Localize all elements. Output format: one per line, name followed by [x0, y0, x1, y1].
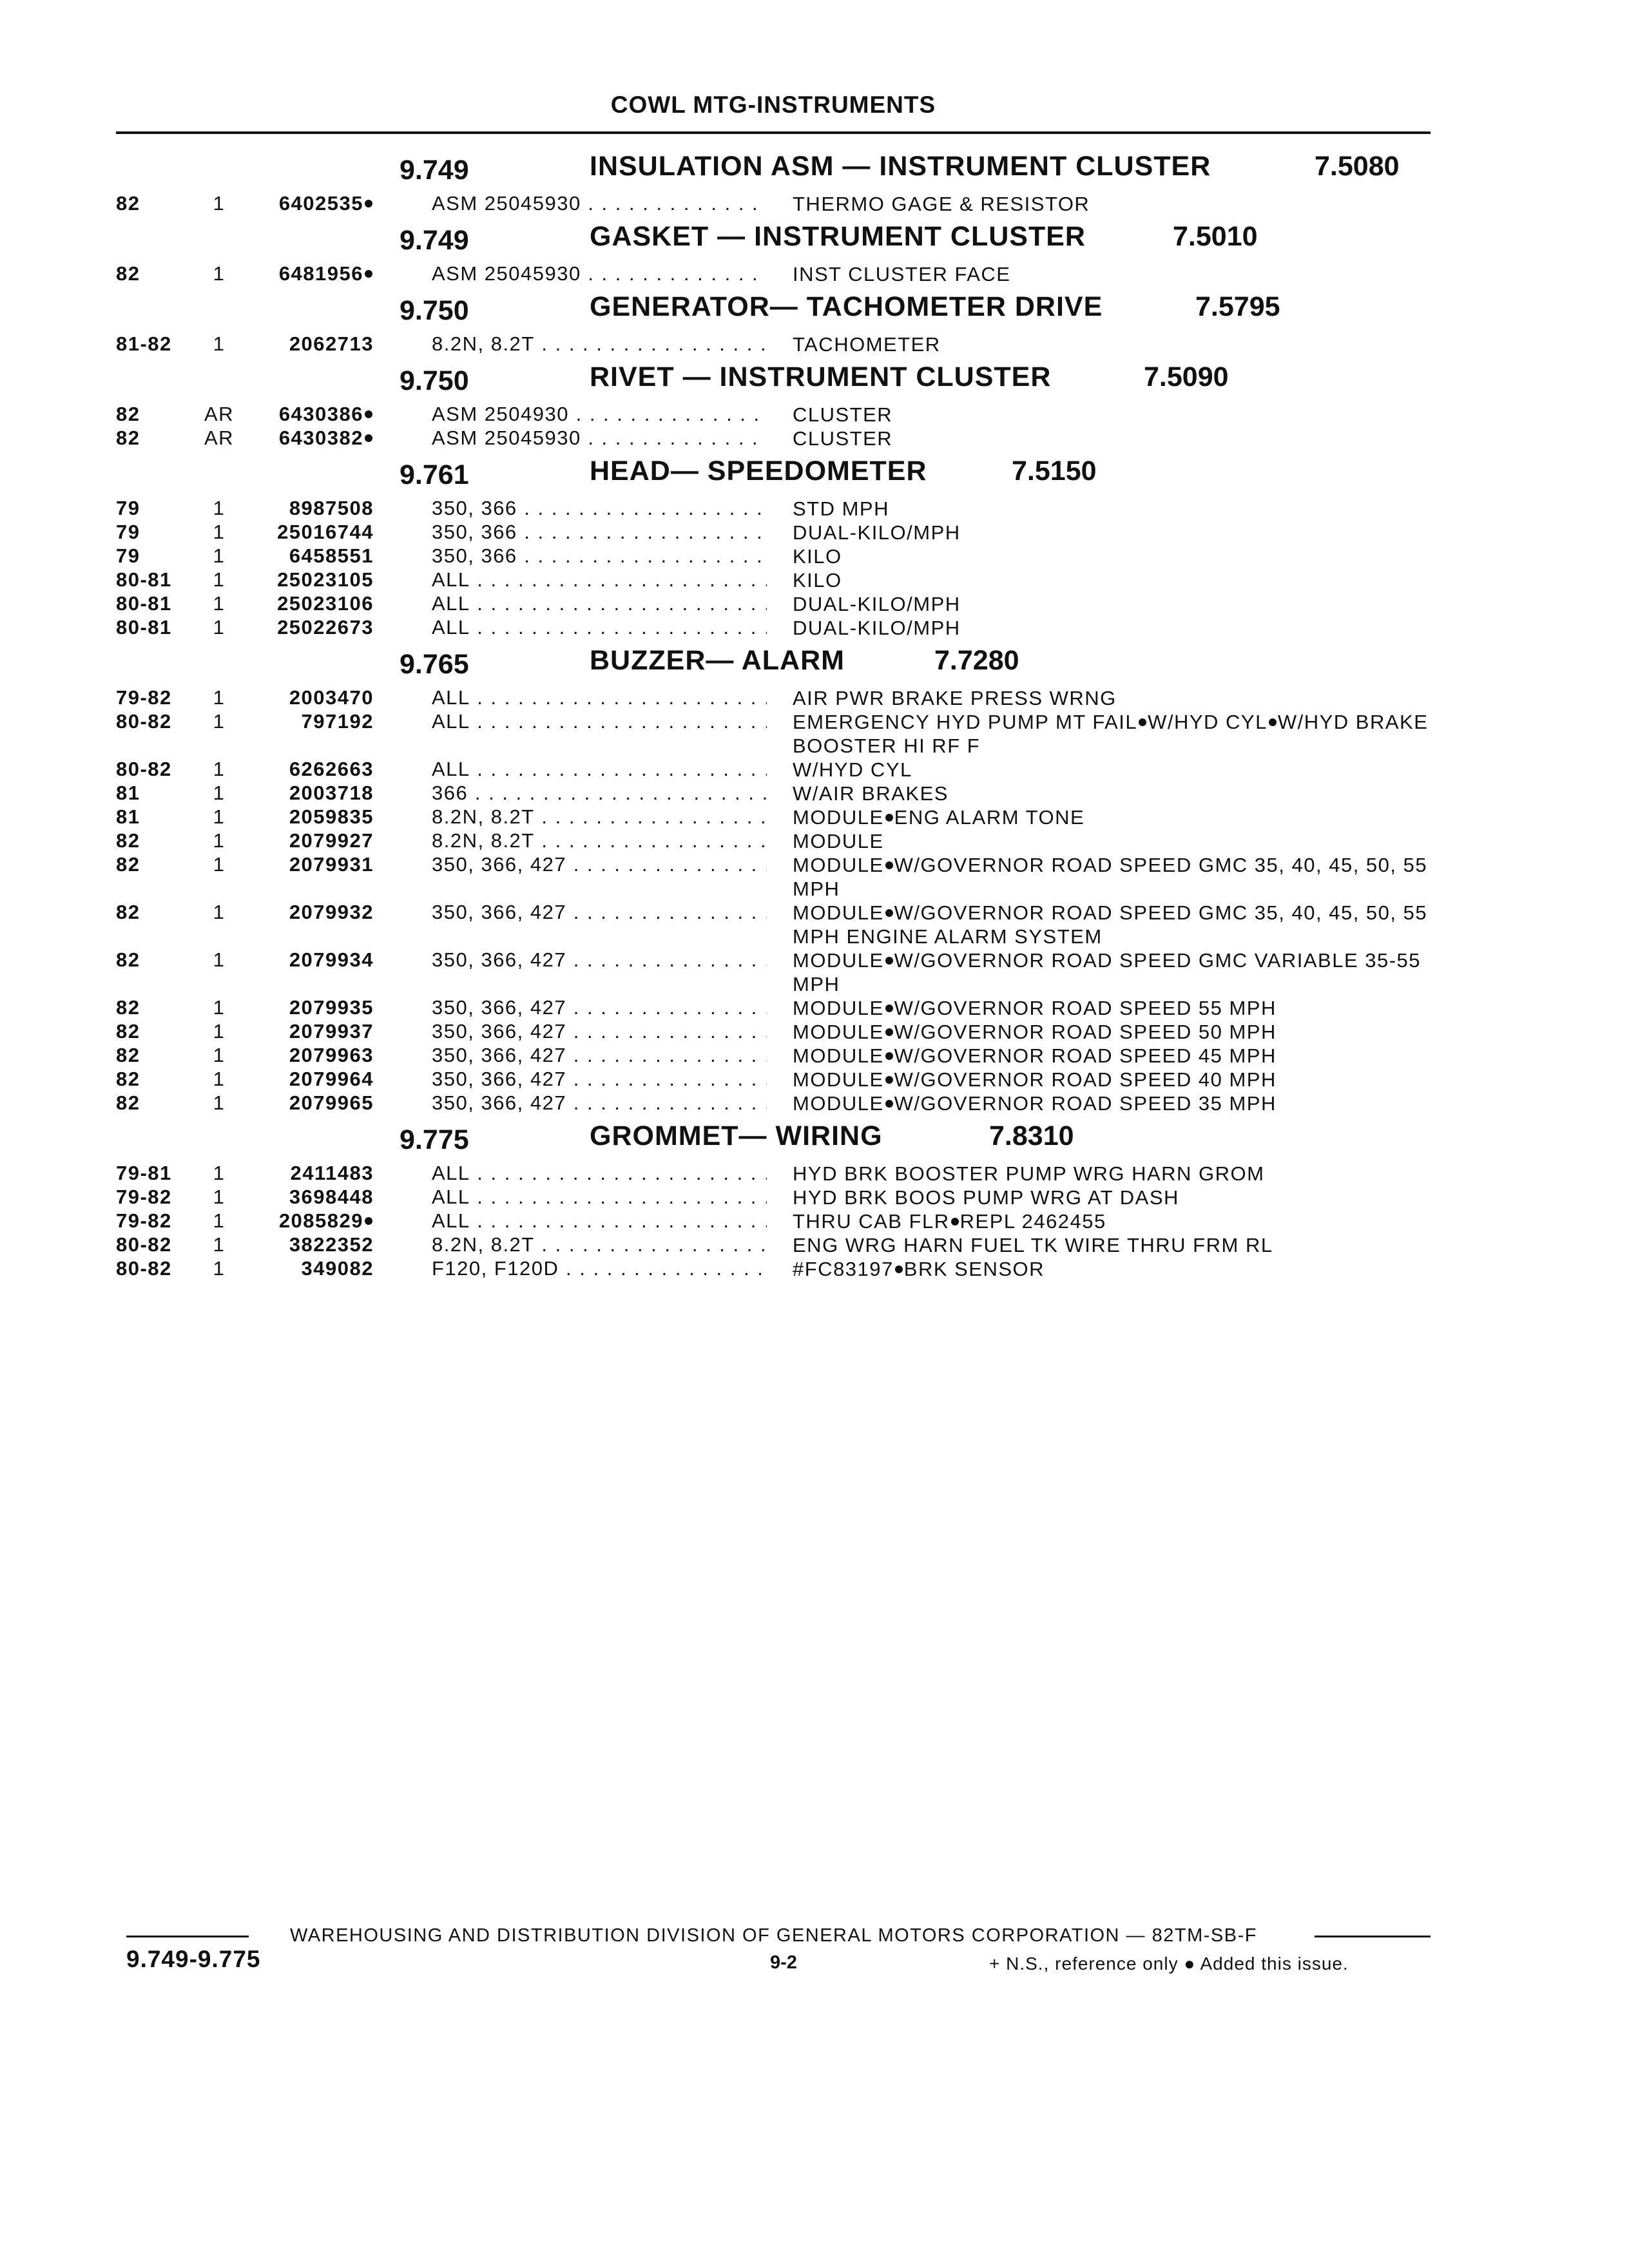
model-applicability: 350, 366, 427 . . . [432, 1020, 767, 1043]
part-description: STD MPH [793, 497, 889, 520]
section-reference: 7.8310 [989, 1120, 1074, 1151]
part-description: CLUSTER [793, 403, 893, 426]
bullet-icon [895, 1265, 903, 1273]
model-applicability: ALL . . . [432, 1186, 767, 1209]
quantity: 1 [213, 592, 226, 615]
model-year: 82 [116, 262, 140, 285]
footer-rule-right [1315, 1936, 1431, 1937]
model-year: 82 [116, 1044, 140, 1066]
table-row [0, 1068, 1629, 1091]
quantity: 1 [213, 1091, 226, 1114]
part-number: 25023105 [277, 568, 374, 591]
quantity: 1 [213, 568, 226, 591]
part-description: DUAL-KILO/MPH [793, 617, 961, 639]
part-number: 2059835 [289, 805, 374, 828]
model-year: 81 [116, 805, 140, 828]
section-reference: 7.5080 [1315, 151, 1400, 182]
part-description: HYD BRK BOOS PUMP WRG AT DASH [793, 1186, 1179, 1209]
part-number: 25023106 [277, 592, 374, 615]
footer-legend: + N.S., reference only ● Added this issue. [989, 1954, 1349, 1974]
model-year: 80-81 [116, 616, 172, 639]
table-row [0, 1091, 1629, 1115]
model-year: 82 [116, 1091, 140, 1114]
part-description: MODULE W/GOVERNOR ROAD SPEED 35 MPH [793, 1092, 1277, 1115]
model-year: 82 [116, 192, 140, 215]
model-year: 79 [116, 521, 140, 543]
part-description: EMERGENCY HYD PUMP MT FAIL W/HYD CYL W/HYD BRAKE BOOSTER HI RF F [793, 711, 1429, 757]
section-reference: 7.7280 [934, 645, 1019, 676]
part-description: MODULE [793, 830, 884, 852]
model-applicability: ALL . . . [432, 1209, 767, 1233]
table-row [0, 782, 1629, 805]
model-year: 81 [116, 782, 140, 804]
footer-page-number: 9-2 [770, 1952, 797, 1973]
added-bullet-icon [365, 270, 372, 278]
section-heading [0, 221, 1629, 262]
part-description: MODULE W/GOVERNOR ROAD SPEED GMC 35, 40, 45, 50, 55 MPH ENGINE ALARM SYSTEM [793, 901, 1428, 948]
model-applicability: 366 . . . [432, 782, 767, 805]
model-year: 82 [116, 901, 140, 923]
section-title: GROMMET— WIRING [590, 1120, 883, 1151]
section-code: 9.749 [400, 225, 469, 256]
part-number: 797192 [301, 710, 374, 733]
table-row [0, 948, 1629, 996]
quantity: 1 [213, 1186, 226, 1208]
model-applicability: 350, 366 . . . [432, 544, 767, 568]
section-heading [0, 645, 1629, 686]
bullet-icon [885, 1076, 893, 1084]
bullet-icon [885, 1100, 893, 1108]
model-applicability: 350, 366, 427 . . . [432, 948, 767, 972]
part-description: #FC83197 BRK SENSOR [793, 1258, 1045, 1280]
model-applicability: 8.2N, 8.2T . . . [432, 332, 767, 356]
part-number: 25022673 [277, 616, 374, 639]
part-number: 2085829 [245, 1209, 374, 1233]
model-year: 79-81 [116, 1162, 172, 1184]
table-row [0, 1044, 1629, 1068]
part-description: ENG WRG HARN FUEL TK WIRE THRU FRM RL [793, 1234, 1273, 1256]
section-heading [0, 291, 1629, 332]
model-year: 79-82 [116, 1209, 172, 1232]
quantity: AR [204, 427, 235, 449]
bullet-icon [885, 814, 893, 822]
table-row [0, 1020, 1629, 1044]
section-title: RIVET — INSTRUMENT CLUSTER [590, 361, 1052, 392]
model-year: 82 [116, 829, 140, 852]
table-row [0, 568, 1629, 592]
quantity: 1 [213, 710, 226, 733]
part-description: MODULE W/GOVERNOR ROAD SPEED GMC VARIABLE 35-55 MPH [793, 949, 1422, 995]
section-heading [0, 151, 1629, 192]
table-row [0, 853, 1629, 901]
bullet-icon [885, 909, 893, 917]
section-code: 9.750 [400, 365, 469, 396]
model-applicability: 8.2N, 8.2T . . . [432, 1233, 767, 1256]
model-year: 80-82 [116, 758, 172, 780]
footer-section-range: 9.749-9.775 [126, 1946, 261, 1972]
model-applicability: 8.2N, 8.2T . . . [432, 805, 767, 829]
table-row [0, 829, 1629, 853]
section-reference: 7.5795 [1195, 291, 1280, 322]
table-row [0, 758, 1629, 782]
bullet-icon [885, 861, 893, 869]
part-number: 8987508 [289, 497, 374, 519]
part-number: 2079963 [289, 1044, 374, 1066]
model-year: 79 [116, 497, 140, 519]
part-description: MODULE W/GOVERNOR ROAD SPEED 40 MPH [793, 1068, 1277, 1091]
footer-division: WAREHOUSING AND DISTRIBUTION DIVISION OF GENERAL MOTORS CORPORATION — 82TM-SB-F [290, 1925, 1257, 1946]
quantity: 1 [213, 805, 226, 828]
model-applicability: ALL . . . [432, 1162, 767, 1185]
part-number: 2003470 [289, 686, 374, 709]
part-number: 2003718 [289, 782, 374, 804]
part-description: CLUSTER [793, 427, 893, 450]
model-year: 80-81 [116, 592, 172, 615]
model-applicability: 350, 366, 427 . . . [432, 1044, 767, 1067]
table-row [0, 521, 1629, 544]
quantity: 1 [213, 616, 226, 639]
quantity: 1 [213, 497, 226, 519]
table-row [0, 996, 1629, 1020]
page-header: COWL MTG-INSTRUMENTS [610, 91, 936, 118]
section-code: 9.765 [400, 649, 469, 680]
part-number: 3822352 [289, 1233, 374, 1256]
header-rule [116, 131, 1431, 134]
table-row [0, 1209, 1629, 1233]
quantity: 1 [213, 1209, 226, 1232]
model-year: 82 [116, 996, 140, 1019]
bullet-icon [1139, 718, 1146, 726]
table-row [0, 332, 1629, 356]
model-year: 79 [116, 544, 140, 567]
quantity: 1 [213, 1233, 226, 1256]
table-row [0, 1233, 1629, 1257]
quantity: 1 [213, 1044, 226, 1066]
part-description: MODULE W/GOVERNOR ROAD SPEED GMC 35, 40, 45, 50, 55 MPH [793, 854, 1428, 900]
table-row [0, 544, 1629, 568]
part-number: 6430386 [245, 403, 374, 426]
section-title: BUZZER— ALARM [590, 645, 845, 676]
part-description: W/AIR BRAKES [793, 782, 949, 805]
model-applicability: ALL . . . [432, 686, 767, 709]
model-year: 80-81 [116, 568, 172, 591]
part-number: 2079965 [289, 1091, 374, 1114]
part-number: 2079937 [289, 1020, 374, 1043]
section-code: 9.750 [400, 295, 469, 326]
part-description: MODULE W/GOVERNOR ROAD SPEED 50 MPH [793, 1021, 1277, 1043]
part-number: 2079927 [289, 829, 374, 852]
table-row [0, 262, 1629, 286]
part-number: 6402535 [245, 192, 374, 215]
model-applicability: ALL . . . [432, 758, 767, 781]
model-applicability: ALL . . . [432, 568, 767, 591]
model-year: 82 [116, 403, 140, 425]
model-applicability: 350, 366 . . . [432, 497, 767, 520]
section-code: 9.761 [400, 459, 469, 490]
part-description: THERMO GAGE & RESISTOR [793, 193, 1090, 215]
table-row [0, 403, 1629, 427]
part-number: 2411483 [290, 1162, 374, 1184]
table-row [0, 901, 1629, 948]
model-year: 79-82 [116, 1186, 172, 1208]
section-code: 9.775 [400, 1124, 469, 1155]
section-title: HEAD— SPEEDOMETER [590, 456, 927, 486]
part-number: 2079964 [289, 1068, 374, 1090]
bullet-icon [885, 1052, 893, 1060]
quantity: 1 [213, 853, 226, 876]
quantity: 1 [213, 544, 226, 567]
model-applicability: 350, 366, 427 . . . [432, 853, 767, 876]
part-description: AIR PWR BRAKE PRESS WRNG [793, 687, 1117, 709]
quantity: 1 [213, 829, 226, 852]
part-number: 25016744 [277, 521, 374, 543]
quantity: 1 [213, 996, 226, 1019]
quantity: 1 [213, 1257, 226, 1280]
part-description: MODULE W/GOVERNOR ROAD SPEED 55 MPH [793, 997, 1277, 1019]
section-heading [0, 1120, 1629, 1162]
model-year: 82 [116, 1068, 140, 1090]
table-row [0, 592, 1629, 616]
bullet-icon [951, 1218, 959, 1225]
table-row [0, 427, 1629, 450]
part-number: 349082 [301, 1257, 374, 1280]
model-applicability: F120, F120D . . . [432, 1257, 767, 1280]
model-applicability: 350, 366, 427 . . . [432, 1068, 767, 1091]
bullet-icon [885, 957, 893, 965]
section-reference: 7.5150 [1012, 456, 1097, 486]
table-row [0, 1162, 1629, 1186]
added-bullet-icon [365, 200, 372, 207]
model-year: 80-82 [116, 1233, 172, 1256]
model-year: 82 [116, 853, 140, 876]
part-number: 3698448 [289, 1186, 374, 1208]
section-reference: 7.5010 [1173, 221, 1258, 252]
part-description: MODULE W/GOVERNOR ROAD SPEED 45 MPH [793, 1044, 1277, 1067]
model-applicability: 8.2N, 8.2T . . . [432, 829, 767, 852]
model-applicability: ASM 25045930 . . . [432, 427, 767, 450]
model-applicability: 350, 366, 427 . . . [432, 996, 767, 1019]
part-description: TACHOMETER [793, 333, 941, 356]
added-bullet-icon [365, 410, 372, 418]
quantity: 1 [213, 948, 226, 971]
part-number: 2079935 [289, 996, 374, 1019]
model-applicability: ASM 25045930 . . . [432, 262, 767, 285]
quantity: 1 [213, 1162, 226, 1184]
section-heading [0, 456, 1629, 497]
model-applicability: ALL . . . [432, 616, 767, 639]
part-number: 6458551 [289, 544, 374, 567]
section-title: INSULATION ASM — INSTRUMENT CLUSTER [590, 151, 1211, 182]
bullet-icon [885, 1004, 893, 1012]
model-applicability: ALL . . . [432, 592, 767, 615]
part-description: MODULE ENG ALARM TONE [793, 806, 1085, 829]
quantity: 1 [213, 521, 226, 543]
part-number: 6262663 [289, 758, 374, 780]
model-year: 79-82 [116, 686, 172, 709]
model-applicability: ALL . . . [432, 710, 767, 733]
table-row [0, 1257, 1629, 1281]
part-number: 6430382 [245, 427, 374, 450]
quantity: 1 [213, 782, 226, 804]
quantity: 1 [213, 192, 226, 215]
section-heading [0, 361, 1629, 403]
added-bullet-icon [365, 434, 372, 442]
part-description: DUAL-KILO/MPH [793, 593, 961, 615]
bullet-icon [885, 1028, 893, 1036]
model-applicability: 350, 366 . . . [432, 521, 767, 544]
model-year: 82 [116, 1020, 140, 1043]
model-applicability: 350, 366, 427 . . . [432, 901, 767, 924]
part-number: 2079931 [289, 853, 374, 876]
part-description: KILO [793, 545, 842, 568]
quantity: AR [204, 403, 235, 425]
table-row [0, 710, 1629, 758]
model-year: 80-82 [116, 1257, 172, 1280]
section-title: GASKET — INSTRUMENT CLUSTER [590, 221, 1086, 252]
table-row [0, 805, 1629, 829]
section-code: 9.749 [400, 155, 469, 186]
quantity: 1 [213, 1020, 226, 1043]
table-row [0, 192, 1629, 216]
model-year: 80-82 [116, 710, 172, 733]
table-row [0, 1186, 1629, 1209]
quantity: 1 [213, 332, 226, 355]
part-description: DUAL-KILO/MPH [793, 521, 961, 544]
quantity: 1 [213, 262, 226, 285]
parts-list [0, 146, 1629, 1281]
part-number: 6481956 [245, 262, 374, 285]
model-applicability: ASM 25045930 . . . [432, 192, 767, 215]
quantity: 1 [213, 686, 226, 709]
quantity: 1 [213, 1068, 226, 1090]
model-year: 81-82 [116, 332, 172, 355]
part-description: KILO [793, 569, 842, 591]
table-row [0, 616, 1629, 640]
table-row [0, 686, 1629, 710]
quantity: 1 [213, 901, 226, 923]
model-year: 82 [116, 427, 140, 449]
section-reference: 7.5090 [1144, 361, 1229, 392]
model-year: 82 [116, 948, 140, 971]
added-bullet-icon [365, 1217, 372, 1225]
part-number: 2079932 [289, 901, 374, 923]
model-applicability: ASM 2504930 . . . [432, 403, 767, 426]
model-applicability: 350, 366, 427 . . . [432, 1091, 767, 1115]
part-description: HYD BRK BOOSTER PUMP WRG HARN GROM [793, 1162, 1265, 1185]
part-number: 2062713 [289, 332, 374, 355]
part-number: 2079934 [289, 948, 374, 971]
footer-rule-left [126, 1936, 249, 1937]
part-description: W/HYD CYL [793, 758, 912, 781]
bullet-icon [1269, 718, 1277, 726]
part-description: INST CLUSTER FACE [793, 263, 1011, 285]
table-row [0, 497, 1629, 521]
section-title: GENERATOR— TACHOMETER DRIVE [590, 291, 1103, 322]
part-description: THRU CAB FLR REPL 2462455 [793, 1210, 1106, 1233]
quantity: 1 [213, 758, 226, 780]
